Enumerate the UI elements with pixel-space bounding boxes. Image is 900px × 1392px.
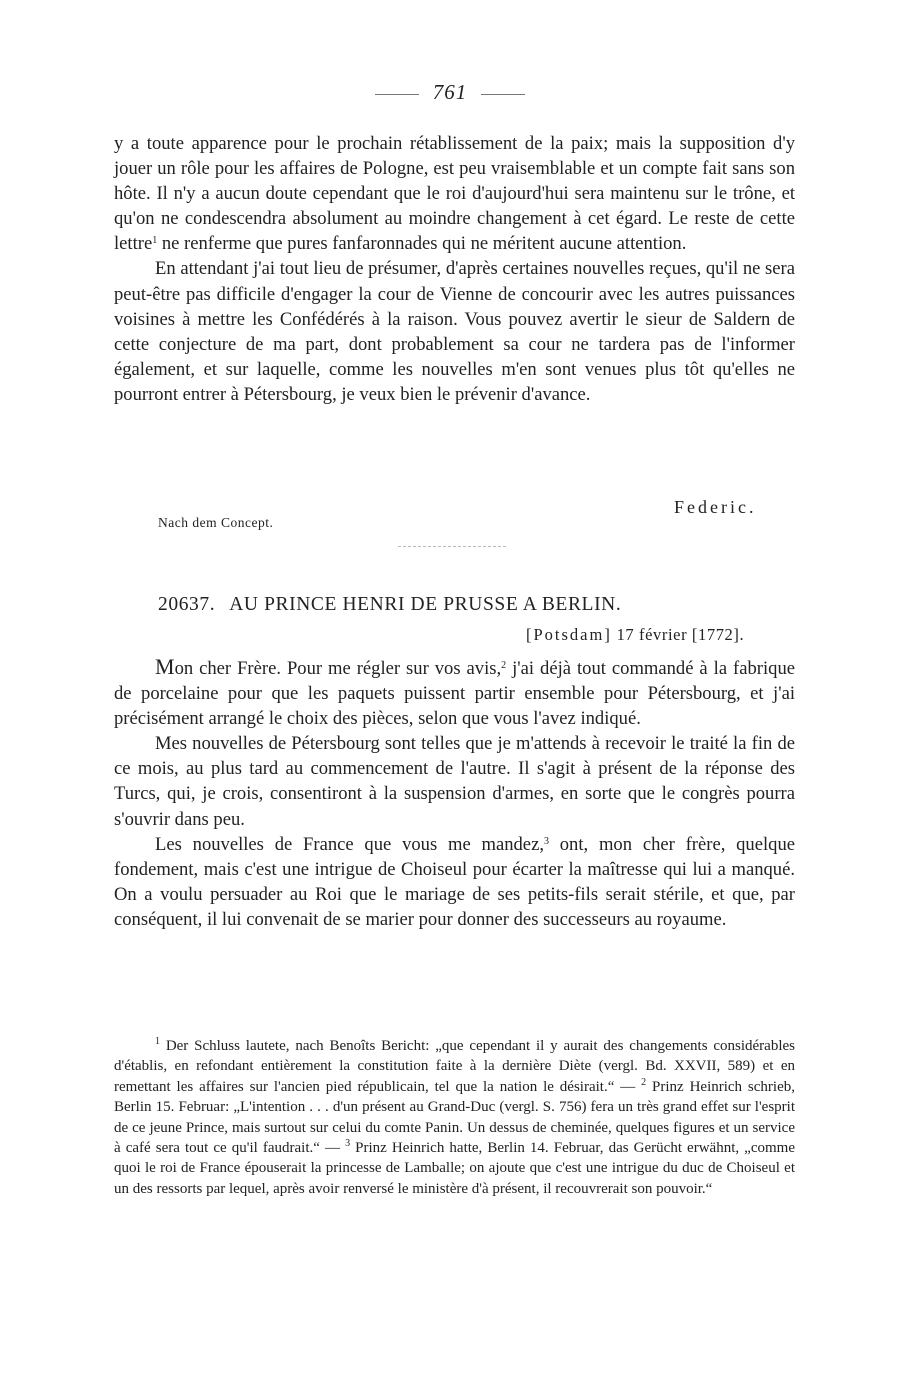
page-header bbox=[0, 80, 900, 105]
footnote-mark-2: 2 bbox=[641, 1076, 647, 1088]
footnote-ref-1: 1 bbox=[152, 235, 158, 247]
section-separator bbox=[398, 546, 506, 547]
footnote-ref-3: 3 bbox=[543, 835, 549, 847]
header-rule-right bbox=[481, 94, 525, 95]
header-rule-left bbox=[375, 94, 419, 95]
footnote-2: Prinz Heinrich schrieb, Berlin 15. Februar: „L'intention . . . d'un présent au Grand-Duc (vergl. S. 756) fera un très grand effet sur l'esprit de ce jeune Prince, mais surtout sur celui du comte Panin. Un dessus de cheminée, quelques figures et un service à café sera tout ce qu'il faudrait.“ — bbox=[114, 1078, 796, 1157]
letter-heading bbox=[158, 594, 621, 616]
footnote-3: Prinz Heinrich hatte, Berlin 14. Februar, das Gerücht erwähnt, „comme quoi le roi de France épouserait la princesse de Lamballe; on ajoute que c'est une intrigue du duc de Choiseul et un des ressorts par lequel, après avoir renversé le ministère d'à présent, il recouvrerait son pouvoir.“ bbox=[114, 1140, 795, 1197]
continuation-paragraph-1: y a toute apparence pour le prochain rétablissement de la paix; mais la supposition d'y jouer un rôle pour les affaires de Pologne, est peu vraisemblable et un compte fait sans son hôte. Il n'y a aucun doute cependant que le roi d'aujourd'hui sera maintenu sur le trône, et qu'on ne condescendra absolument au moindre changement à cet égard. Le reste de cette lettre$^1$ ne renferme que pures fanfaronnades qui ne méritent aucune attention. bbox=[114, 133, 795, 255]
footnote-text bbox=[114, 1036, 795, 1199]
letter-number: 20637. bbox=[158, 594, 216, 615]
signature: Federic. bbox=[674, 497, 757, 517]
letter-dateline bbox=[526, 625, 744, 645]
continuation-text bbox=[114, 131, 795, 407]
letter-paragraph-1: Mon cher Frère. Pour me régler sur vos avis,$^2$ j'ai déjà tout commandé à la fabrique de porcelaine pour que les paquets puissent partir ensemble pour Pétersbourg, et j'ai précisément arrangé le choix des pièces, selon que vous l'avez indiqué. bbox=[114, 654, 795, 730]
footnote-mark-3: 3 bbox=[345, 1138, 351, 1150]
footnotes bbox=[114, 1036, 795, 1199]
letter-body bbox=[114, 654, 795, 932]
page-number: 761 bbox=[432, 80, 468, 104]
footnote-ref-2: 2 bbox=[501, 660, 507, 671]
letter-paragraph-3: Les nouvelles de France que vous me mandez,$^3$ ont, mon cher frère, quelque fondement, mais c'est une intrigue de Choiseul pour écarter la maîtresse qui lui a manqué. On a voulu persuader au Roi que le mariage de ses petits-fils serait stérile, et que, par conséquent, il lui convenait de se marier pour donner des successeurs au royaume. bbox=[114, 833, 795, 930]
letter-date: 17 février [1772]. bbox=[616, 625, 745, 644]
footnote-mark-1: 1 bbox=[155, 1036, 160, 1047]
letter-place: [Potsdam] bbox=[526, 625, 612, 644]
initial-letter: M bbox=[155, 654, 175, 679]
letter-title: AU PRINCE HENRI DE PRUSSE A BERLIN. bbox=[229, 594, 622, 615]
source-note: Nach dem Concept. bbox=[158, 515, 274, 530]
continuation-paragraph-2: En attendant j'ai tout lieu de présumer, d'après certaines nouvelles reçues, qu'il ne sera peut-être pas difficile d'engager la cour de Vienne de concourir avec les autres puissances voisines à mettre les Confédérés à la raison. Vous pouvez avertir le sieur de Saldern de cette conjecture de ma part, dont probablement sa cour ne tardera pas de l'informer également, et sur laquelle, comme les nouvelles m'en sont venues plus tôt qu'elles ne pourront entrer à Pétersbourg, je veux bien le prévenir d'avance. bbox=[114, 258, 795, 405]
letter-paragraph-2: Mes nouvelles de Pétersbourg sont telles que je m'attends à recevoir le traité la fin de ce mois, au plus tard au commencement de l'autre. Il s'agit à présent de la réponse des Turcs, qui, je crois, consentiront à la suspension d'armes, en sorte que le congrès pourra s'ouvrir dans peu. bbox=[114, 733, 795, 830]
footnote-1: Der Schluss lautete, nach Benoîts Bericht: „que cependant il y aurait des changements considérables d'établis, en refondant entièrement la constitution faite à la dernière Diète (vergl. Bd. XXVII, 589) et en remettant les affaires sur l'ancien pied républicain, tel que la nation le désirait.“ — bbox=[114, 1038, 795, 1095]
